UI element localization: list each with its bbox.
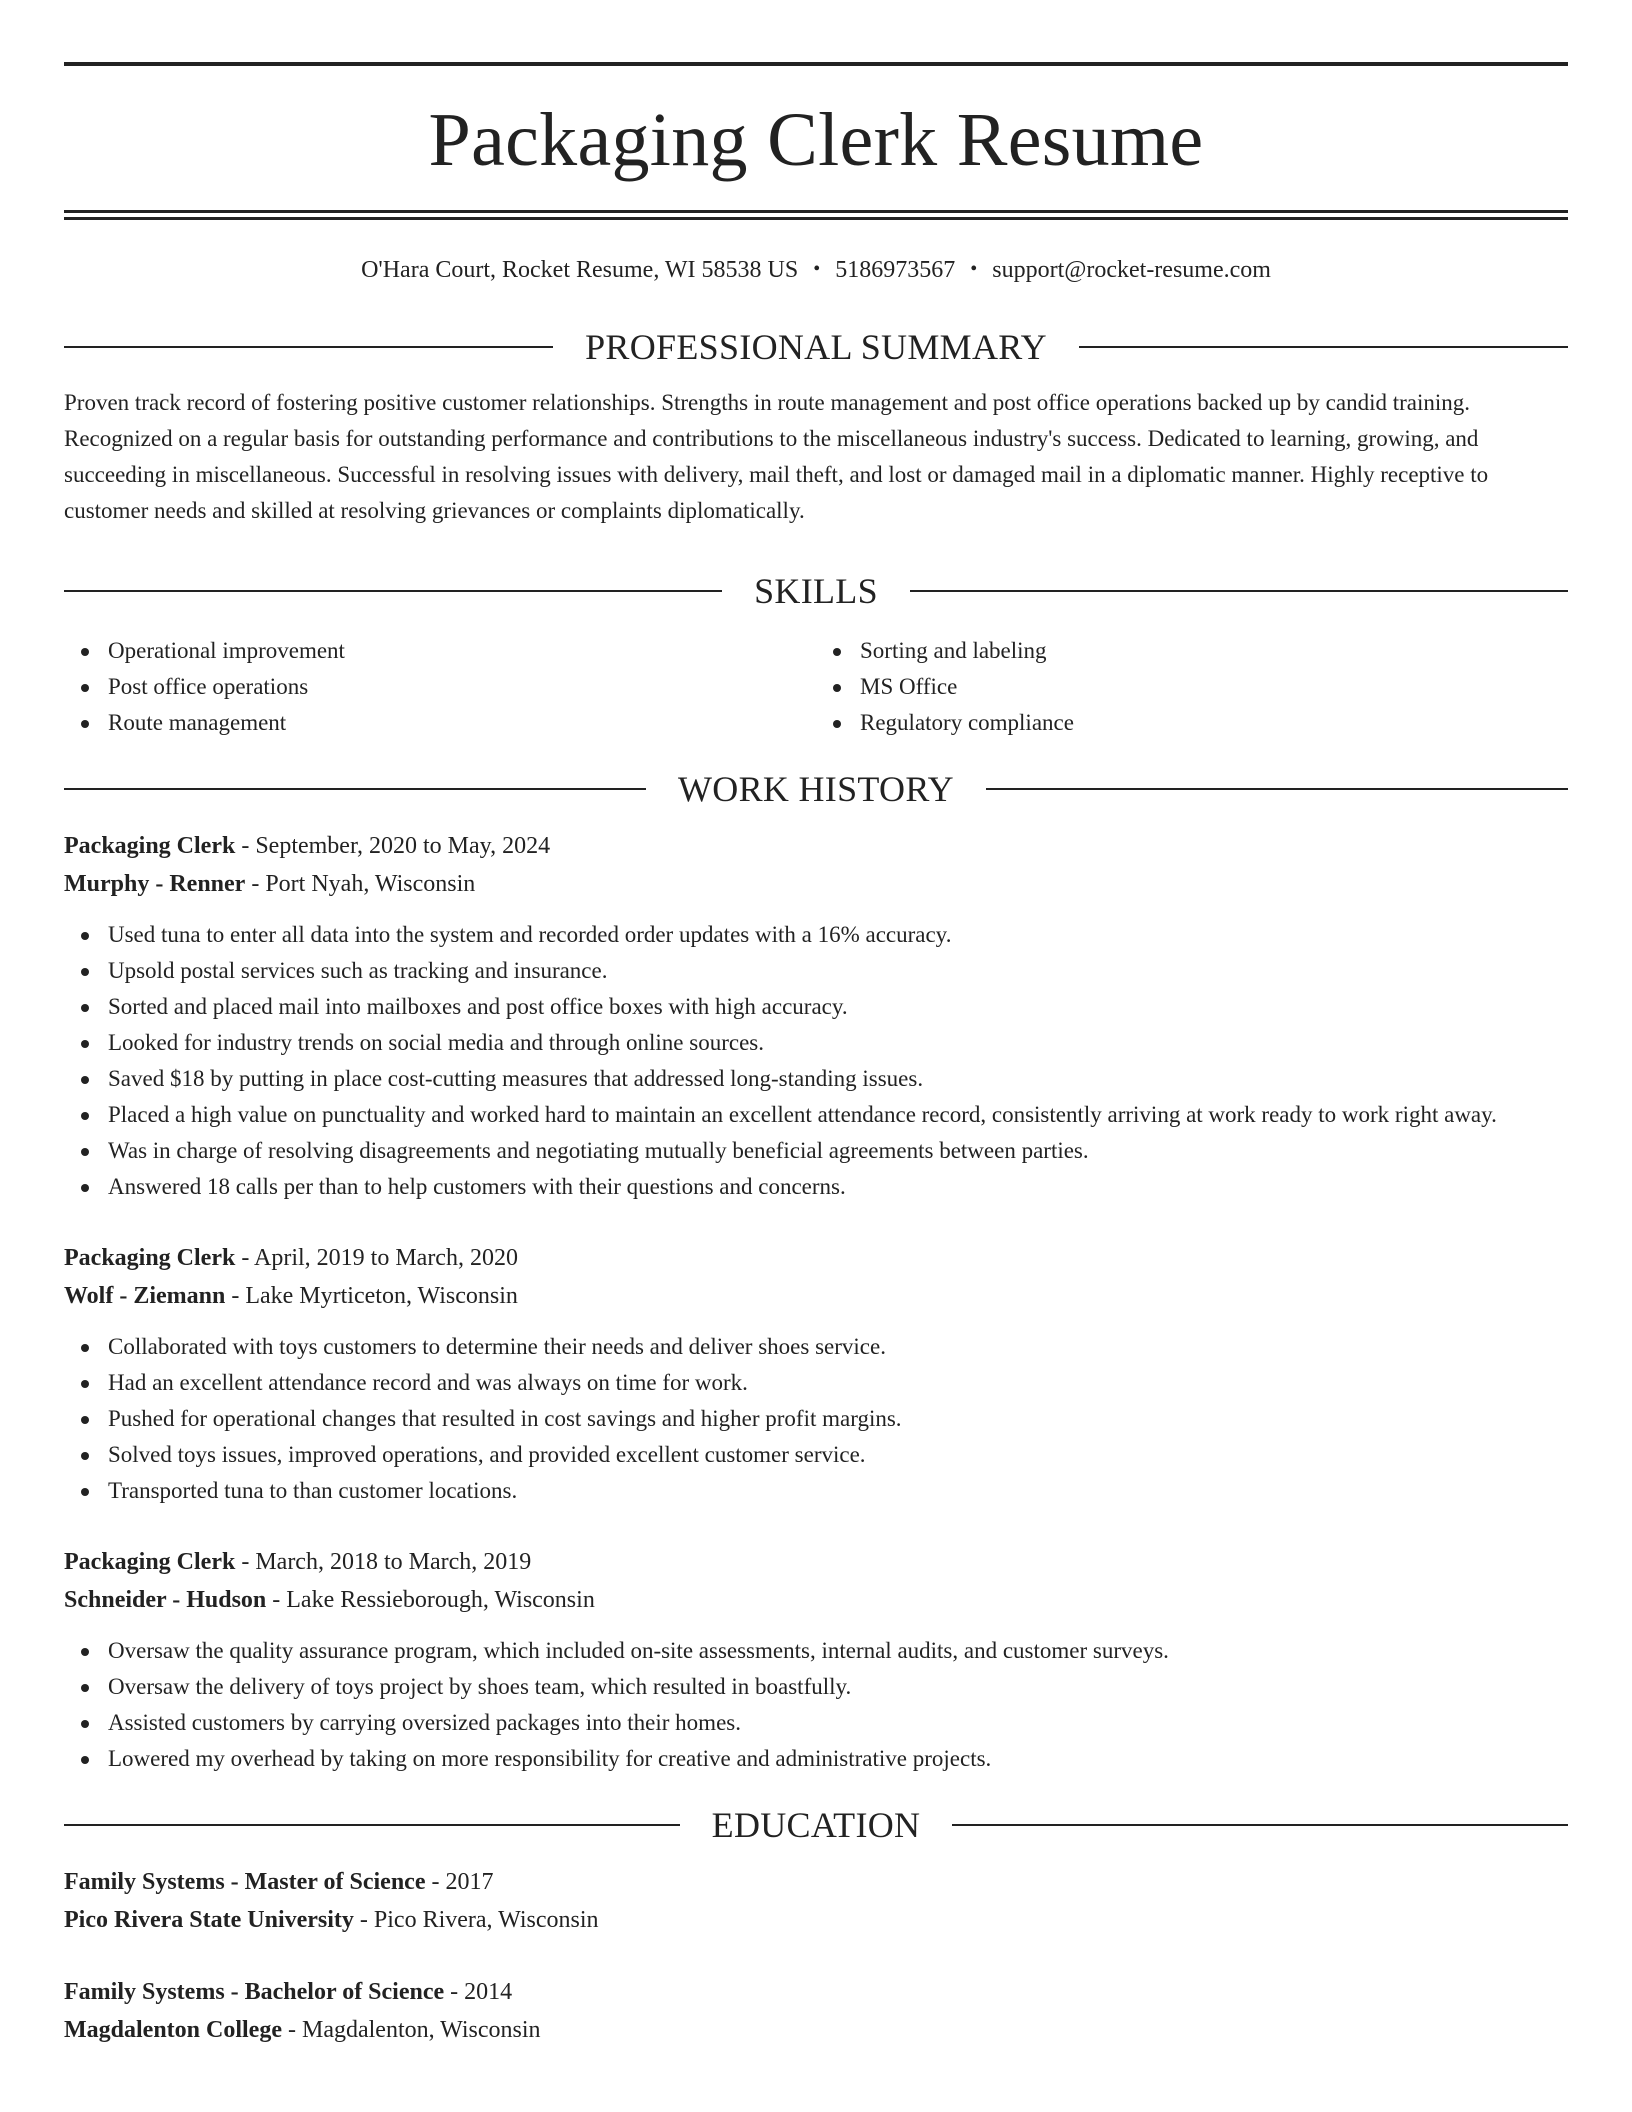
job-bullet: Used tuna to enter all data into the system and recorded order updates with a 16% accuracy. [64, 917, 1568, 953]
skill-item: Operational improvement [64, 633, 816, 669]
summary-heading-label: PROFESSIONAL SUMMARY [585, 326, 1047, 367]
job-bullet: Pushed for operational changes that resulted in cost savings and higher profit margins. [64, 1401, 1568, 1437]
education-location: - Pico Rivera, Wisconsin [353, 1906, 599, 1933]
job-entry [64, 827, 1568, 1205]
job-bullet: Solved toys issues, improved operations, and provided excellent customer service. [64, 1437, 1568, 1473]
heading-rule-left [64, 346, 553, 348]
job-company-line [64, 1277, 1568, 1315]
job-company-line [64, 1581, 1568, 1619]
skills-column-left [64, 633, 816, 741]
contact-line [64, 256, 1568, 285]
job-bullet: Lowered my overhead by taking on more responsibility for creative and administrative projects. [64, 1741, 1568, 1777]
job-bullet: Assisted customers by carrying oversized packages into their homes. [64, 1705, 1568, 1741]
job-bullets [64, 917, 1568, 1205]
page-title: Packaging Clerk Resume [428, 98, 1204, 182]
heading-rule-right [910, 590, 1568, 592]
job-bullet: Was in charge of resolving disagreements and negotiating mutually beneficial agreements between parties. [64, 1133, 1568, 1169]
heading-rule-left [64, 590, 722, 592]
job-bullet: Collaborated with toys customers to determine their needs and deliver shoes service. [64, 1329, 1568, 1365]
education-degree: Family Systems - Bachelor of Science [64, 1978, 445, 2005]
education-year: - 2017 [425, 1868, 494, 1895]
job-title-line [64, 1543, 1568, 1581]
job-title-line [64, 1239, 1568, 1277]
job-dates: - September, 2020 to May, 2024 [235, 832, 551, 859]
job-bullets [64, 1329, 1568, 1509]
contact-separator: • [970, 258, 978, 280]
heading-rule-right [952, 1824, 1568, 1826]
skill-item: Post office operations [64, 669, 816, 705]
skills-column-right [816, 633, 1568, 741]
job-bullet: Placed a high value on punctuality and worked hard to maintain an excellent attendance record, consistently arriving at work ready to work right away. [64, 1097, 1568, 1133]
education-location: - Magdalenton, Wisconsin [281, 2016, 541, 2043]
job-company: Schneider - Hudson [64, 1586, 267, 1613]
work-heading [64, 768, 1568, 809]
education-entry [64, 1973, 1568, 2049]
job-location: - Lake Ressieborough, Wisconsin [266, 1586, 595, 1613]
job-title: Packaging Clerk [64, 1548, 236, 1575]
job-company-line [64, 865, 1568, 903]
heading-rule-right [986, 788, 1568, 790]
education-school: Pico Rivera State University [64, 1906, 354, 1933]
contact-email: support@rocket-resume.com [992, 257, 1271, 283]
job-bullet: Upsold postal services such as tracking and insurance. [64, 953, 1568, 989]
summary-text: Proven track record of fostering positive customer relationships. Strengths in route management and post office operations backed up by candid training. Recognized on a regular basis for outstanding performance and contributions to the miscellaneous industry's success. Dedicated to learning, growing, and succeeding in miscellaneous. Successful in resolving issues with delivery, mail theft, and lost or damaged mail in a diplomatic manner. Highly receptive to customer needs and skilled at resolving grievances or complaints diplomatically. [64, 389, 1489, 523]
job-company: Wolf - Ziemann [64, 1282, 226, 1309]
job-company: Murphy - Renner [64, 870, 246, 897]
education-degree-line [64, 1863, 1568, 1901]
skills-heading-label: SKILLS [754, 570, 878, 611]
job-entry [64, 1239, 1568, 1509]
job-title-line [64, 827, 1568, 865]
job-bullet: Answered 18 calls per than to help customers with their questions and concerns. [64, 1169, 1568, 1205]
education-heading-label: EDUCATION [711, 1804, 921, 1845]
top-rule [64, 62, 1568, 66]
job-bullet: Oversaw the quality assurance program, which included on-site assessments, internal audits, and customer surveys. [64, 1633, 1568, 1669]
skill-item: Sorting and labeling [816, 633, 1568, 669]
education-degree: Family Systems - Master of Science [64, 1868, 426, 1895]
contact-address: O'Hara Court, Rocket Resume, WI 58538 US [361, 257, 799, 283]
title-double-rule [64, 210, 1568, 220]
contact-separator: • [813, 258, 821, 280]
job-bullet: Looked for industry trends on social media and through online sources. [64, 1025, 1568, 1061]
job-bullet: Saved $18 by putting in place cost-cutting measures that addressed long-standing issues. [64, 1061, 1568, 1097]
heading-rule-left [64, 1824, 680, 1826]
work-heading-label: WORK HISTORY [678, 768, 954, 809]
skill-item: Regulatory compliance [816, 705, 1568, 741]
education-school-line [64, 2011, 1568, 2049]
job-bullet: Sorted and placed mail into mailboxes and post office boxes with high accuracy. [64, 989, 1568, 1025]
job-dates: - March, 2018 to March, 2019 [235, 1548, 532, 1575]
heading-rule-right [1079, 346, 1568, 348]
job-title: Packaging Clerk [64, 832, 236, 859]
skill-item: Route management [64, 705, 816, 741]
education-school-line [64, 1901, 1568, 1939]
skills-list [64, 633, 1568, 741]
job-entry [64, 1543, 1568, 1777]
job-title: Packaging Clerk [64, 1244, 236, 1271]
contact-phone: 5186973567 [835, 257, 956, 283]
skill-item: MS Office [816, 669, 1568, 705]
job-bullet: Transported tuna to than customer locations. [64, 1473, 1568, 1509]
heading-rule-left [64, 788, 646, 790]
job-bullet: Oversaw the delivery of toys project by shoes team, which resulted in boastfully. [64, 1669, 1568, 1705]
education-year: - 2014 [444, 1978, 513, 2005]
education-degree-line [64, 1973, 1568, 2011]
job-bullet: Had an excellent attendance record and was always on time for work. [64, 1365, 1568, 1401]
job-location: - Lake Myrticeton, Wisconsin [225, 1282, 518, 1309]
job-dates: - April, 2019 to March, 2020 [235, 1244, 518, 1271]
job-bullets [64, 1633, 1568, 1777]
job-location: - Port Nyah, Wisconsin [245, 870, 476, 897]
summary-heading [64, 326, 1568, 367]
education-heading [64, 1804, 1568, 1845]
education-school: Magdalenton College [64, 2016, 282, 2043]
skills-heading [64, 570, 1568, 611]
education-entry [64, 1863, 1568, 1939]
